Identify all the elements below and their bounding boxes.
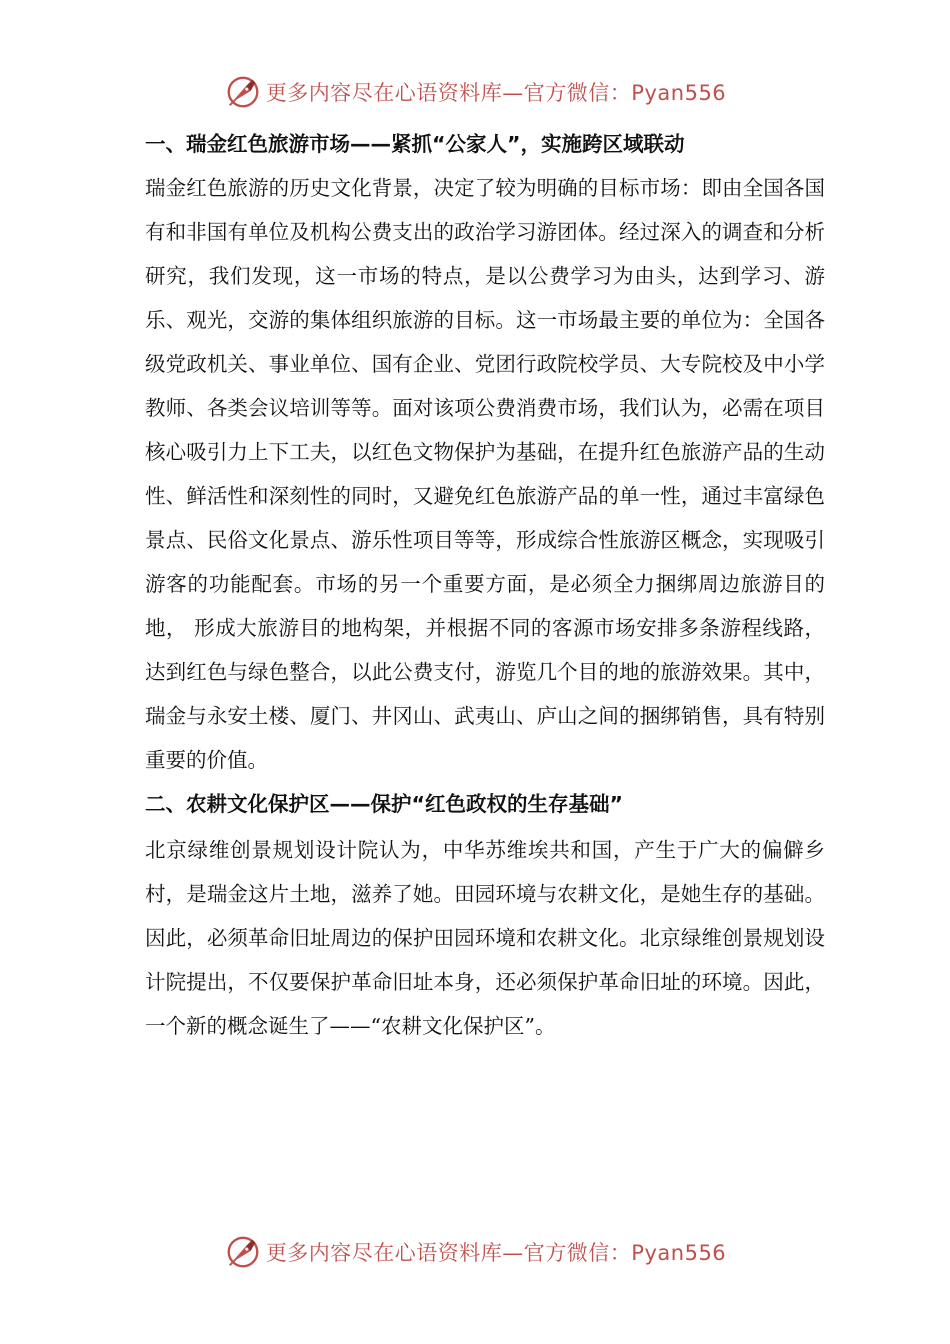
section-heading: 一、瑞金红色旅游市场——紧抓“公家人”，实施跨区域联动 [145, 132, 685, 156]
section-paragraph: 瑞金红色旅游的历史文化背景，决定了较为明确的目标市场：即由全国各国有和非国有单位及机构公费支出的政治学习游团体。经过深入的调查和分析研究，我们发现，这一市场的特点，是以公费学习为由头，达到学习、游乐、观光，交游的集体组织旅游的目标。这一市场最主要的单位为：全国各级党政机关、事业单位、国有企业、党团行政院校学员、大专院校及中小学教师、各类会议培训等等。面对该项公费消费市场，我们认为，必需在项目核心吸引力上下工夫，以红色文物保护为基础，在提升红色旅游产品的生动性、鲜活性和深刻性的同时，又避免红色旅游产品的单一性，通过丰富绿色景点、民俗文化景点、游乐性项目等等，形成综合性旅游区概念，实现吸引游客的功能配套。市场的另一个重要方面，是必须全力捆绑周边旅游目的地， 形成大旅游目的地构架，并根据不同的客源市场安排多条游程线路， 达到红色与绿色整合，以此公费支付，游览几个目的地的旅游效果。其中，瑞金与永安土楼、厦门、井冈山、武夷山、庐山之间的捆绑销售，具有特别重要的价值。 [145, 176, 825, 772]
section-heading: 二、农耕文化保护区——保护“红色政权的生存基础” [145, 792, 623, 816]
watermark-footer [0, 1230, 950, 1274]
section-paragraph: 北京绿维创景规划设计院认为，中华苏维埃共和国，产生于广大的偏僻乡村，是瑞金这片土地，滋养了她。田园环境与农耕文化，是她生存的基础。因此，必须革命旧址周边的保护田园环境和农耕文化。北京绿维创景规划设计院提出，不仅要保护革命旧址本身，还必须保护革命旧址的环境。因此，一个新的概念诞生了——“农耕文化保护区”。 [145, 838, 825, 1038]
watermark-text: 更多内容尽在心语资料库—官方微信：Pyan556 [265, 1241, 727, 1265]
pen-nib-logo-icon [224, 73, 262, 111]
document-body [145, 126, 825, 1048]
watermark-text: 更多内容尽在心语资料库—官方微信：Pyan556 [265, 81, 727, 105]
watermark-header [0, 70, 950, 114]
pen-nib-logo-icon [224, 1233, 262, 1271]
